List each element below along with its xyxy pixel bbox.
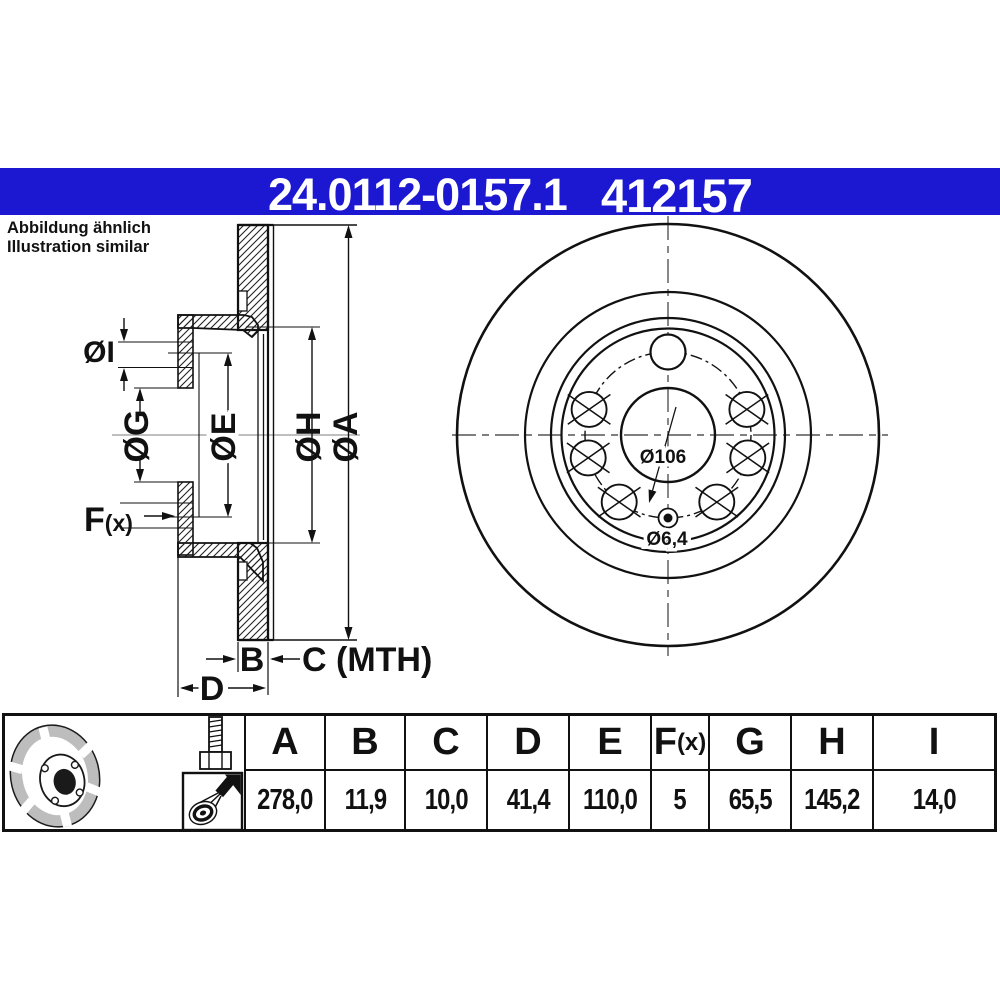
col-H-value: 145,2 <box>792 771 874 829</box>
arrow-d-right <box>253 684 266 692</box>
label-dia-g: ØG <box>118 409 156 463</box>
arrow-e-top <box>224 353 232 366</box>
hat-flange-top <box>178 315 193 388</box>
col-H-header: H <box>792 716 874 771</box>
col-E-header: E <box>570 716 652 771</box>
col-B-value: 11,9 <box>326 771 406 829</box>
col-F-header: F (x) <box>652 716 710 771</box>
label-pin-hole-dia: Ø6,4 <box>646 529 688 550</box>
label-d: D <box>199 670 225 708</box>
label-b: B <box>239 641 265 679</box>
dimensions-table <box>2 713 997 832</box>
arrow-c <box>270 655 283 663</box>
col-A-header: A <box>246 716 326 771</box>
col-E-value: 110,0 <box>570 771 652 829</box>
arrow-i-bottom <box>120 368 128 381</box>
label-c: C (MTH) <box>302 641 433 679</box>
col-I-header: I <box>874 716 994 771</box>
label-bolt-circle-dia: Ø106 <box>639 447 687 468</box>
arrow-e-bottom <box>224 504 232 517</box>
col-B-header: B <box>326 716 406 771</box>
note-line-en: Illustration similar <box>7 237 150 256</box>
section-view <box>83 225 432 708</box>
hat-flange-bottom <box>178 482 193 555</box>
arrow-a-bottom <box>345 627 353 640</box>
header-bar <box>0 168 1000 222</box>
arrow-g-bottom <box>136 469 144 482</box>
relief-notch-top <box>239 291 248 311</box>
label-dia-i: ØI <box>83 336 115 369</box>
col-I-value: 14,0 <box>912 783 956 816</box>
pin-hole-center <box>664 514 673 523</box>
col-G-value: 65,5 <box>710 771 792 829</box>
note-line-de: Abbildung ähnlich <box>7 219 151 237</box>
arrow-g-top <box>136 388 144 401</box>
arrow-f <box>162 512 175 520</box>
arrow-h-top <box>308 327 316 340</box>
table-icons-cell <box>5 716 246 829</box>
col-C-value: 10,0 <box>406 771 488 829</box>
arrow-i-top <box>120 329 128 342</box>
relief-notch-bottom <box>239 562 248 580</box>
illustration-note <box>7 219 151 256</box>
front-view <box>452 216 888 656</box>
part-number: 24.0112-0157.1 <box>268 169 567 220</box>
arrow-a-top <box>345 225 353 238</box>
col-G-header: G <box>710 716 792 771</box>
label-dia-a: ØA <box>327 411 365 463</box>
col-D-value: 41,4 <box>488 771 570 829</box>
label-f: F(x) <box>84 501 133 539</box>
arrow-h-bottom <box>308 530 316 543</box>
label-dia-e: ØE <box>205 412 243 462</box>
label-dia-h: ØH <box>290 411 328 463</box>
col-F-value: 5 <box>652 771 710 829</box>
arrow-b-left <box>223 655 236 663</box>
reference-number: 412157 <box>601 169 752 222</box>
bolt-circle-leader-arrow <box>649 489 657 503</box>
arrow-d-left <box>180 684 193 692</box>
col-A-value: 278,0 <box>246 771 326 829</box>
bolt-hole-top <box>651 335 686 370</box>
col-C-header: C <box>406 716 488 771</box>
col-D-header: D <box>488 716 570 771</box>
